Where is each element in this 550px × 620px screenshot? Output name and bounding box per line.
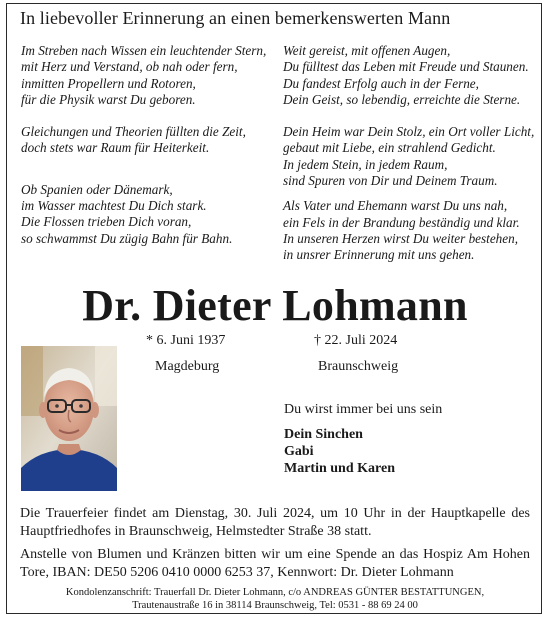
poem-line: Du fülltest das Leben mit Freude und Staunen. bbox=[283, 59, 529, 75]
mourner-name: Gabi bbox=[284, 443, 314, 459]
poem-line: In unseren Herzen wirst Du weiter bestehen, bbox=[283, 230, 519, 246]
poem-line: Dein Heim war Dein Stolz, ein Ort voller Licht, bbox=[283, 124, 535, 140]
poem-left-column bbox=[21, 43, 283, 247]
poem-line: gebaut mit Liebe, ein strahlend Gedicht. bbox=[283, 140, 496, 156]
poem-stanza bbox=[21, 182, 283, 247]
birth-date: * 6. Juni 1937 bbox=[146, 333, 226, 348]
poem-stanza bbox=[283, 124, 545, 189]
poem-line: Dein Geist, so lebendig, erreichte die Sterne. bbox=[283, 91, 521, 107]
birth-place: Magdeburg bbox=[155, 359, 220, 374]
poem-line: Als Vater und Ehemann warst Du uns nah, bbox=[283, 198, 508, 214]
mourner-name: Dein Sinchen bbox=[284, 427, 363, 442]
death-place: Braunschweig bbox=[318, 359, 399, 374]
farewell-line: Du wirst immer bei uns sein bbox=[284, 402, 443, 417]
poem-line: für die Physik warst Du geboren. bbox=[21, 91, 196, 107]
deceased-name: Dr. Dieter Lohmann bbox=[82, 281, 468, 330]
poem-stanza bbox=[21, 124, 283, 157]
condolence-contact: Trautenaustraße 16 in 38114 Braunschweig, Tel: 0531 - 88 69 24 00 bbox=[132, 600, 418, 611]
poem-line: so schwammst Du zügig Bahn für Bahn. bbox=[21, 230, 233, 246]
poem-stanza bbox=[283, 198, 545, 263]
poem-stanza bbox=[21, 43, 283, 108]
poem-line: ein Fels in der Brandung beständig und klar. bbox=[283, 214, 520, 230]
poem-line: Du fandest Erfolg auch in der Ferne, bbox=[283, 75, 479, 91]
funeral-info: Die Trauerfeier findet am Dienstag, 30. Juli 2024, um 10 Uhr in der Hauptkapelle des Hauptfriedhofes in Braunschweig, Helmstedter Straße 38 statt. bbox=[20, 506, 530, 539]
poem-line: in unsrer Erinnerung mit uns gehen. bbox=[283, 247, 475, 263]
mourner-name: Martin und Karen bbox=[284, 460, 395, 476]
header-title: In liebevoller Erinnerung an einen bemerkenswerten Mann bbox=[20, 8, 451, 28]
poem-line: im Wasser machtest Du Dich stark. bbox=[21, 198, 207, 214]
poem-line: Weit gereist, mit offenen Augen, bbox=[283, 43, 451, 58]
death-date: † 22. Juli 2024 bbox=[314, 333, 398, 348]
poem-line: sind Spuren von Dir und Deinem Traum. bbox=[283, 173, 498, 189]
poem-line: doch stets war Raum für Heiterkeit. bbox=[21, 140, 210, 156]
condolence-address: Kondolenzanschrift: Trauerfall Dr. Dieter Lohmann, c/o ANDREAS GÜNTER BESTATTUNGEN, bbox=[65, 587, 485, 598]
poem-right-column bbox=[283, 43, 545, 264]
poem-line: Gleichungen und Theorien füllten die Zeit, bbox=[21, 124, 246, 140]
poem-line: mit Herz und Verstand, ob nah oder fern, bbox=[21, 59, 238, 75]
poem-line: Ob Spanien oder Dänemark, bbox=[21, 181, 173, 197]
mourners-list bbox=[284, 427, 395, 477]
poem-line: Die Flossen trieben Dich voran, bbox=[21, 214, 192, 230]
poem-stanza bbox=[283, 43, 545, 108]
poem-line: inmitten Propellern und Rotoren, bbox=[21, 75, 196, 91]
poem-line: Im Streben nach Wissen ein leuchtender Stern, bbox=[21, 43, 267, 58]
poem-line: In jedem Stein, in jedem Raum, bbox=[283, 156, 448, 172]
donation-info: Anstelle von Blumen und Kränzen bitten wir um eine Spende an das Hospiz Am Hohen Tore, IBAN: DE50 5206 0410 0000 6253 37, Kennwort: Dr. Dieter Lohmann bbox=[20, 547, 530, 580]
portrait-photo-icon bbox=[21, 346, 117, 491]
